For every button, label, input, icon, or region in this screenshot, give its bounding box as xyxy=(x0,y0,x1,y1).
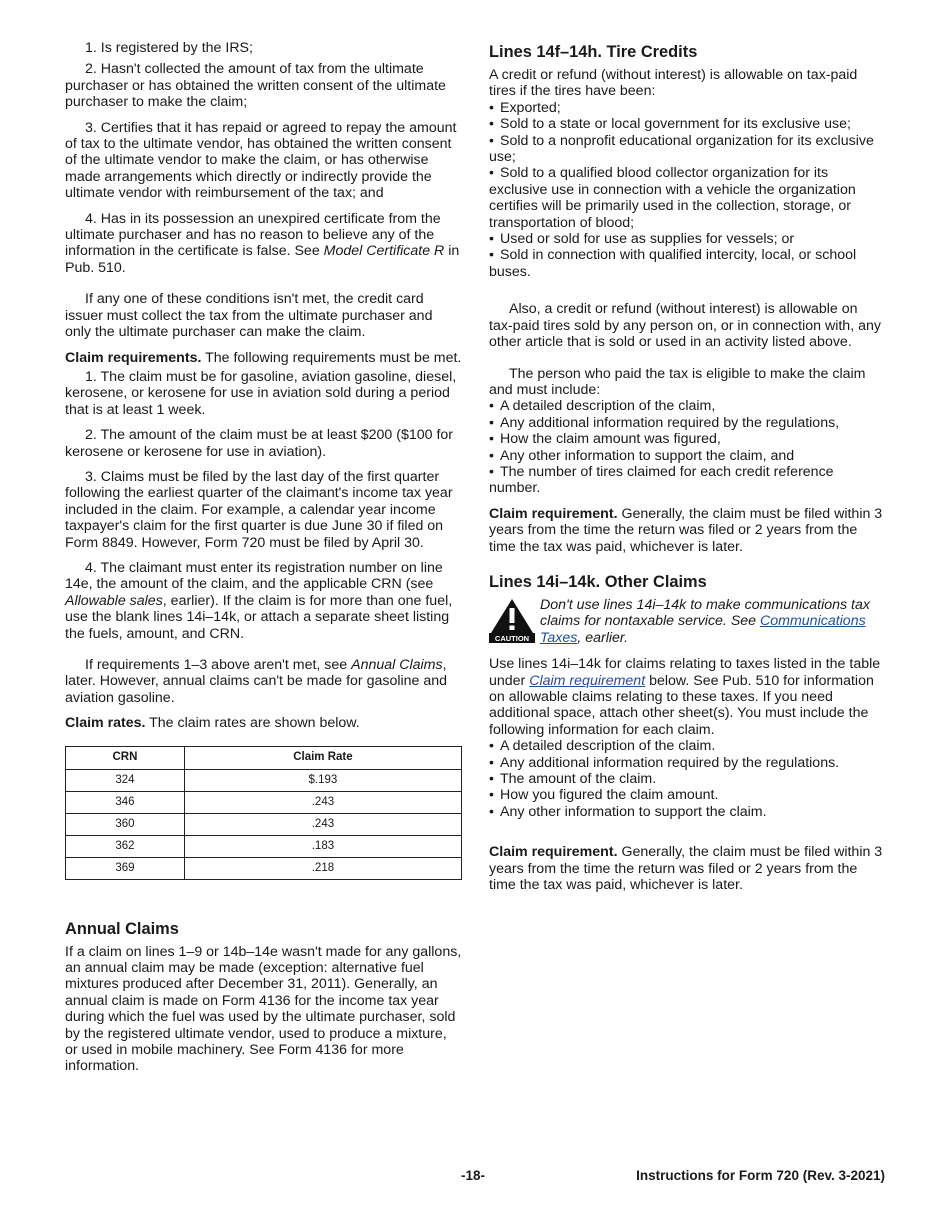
table-cell: 324 xyxy=(66,769,185,791)
list-item: 2. The amount of the claim must be at least $200 ($100 for kerosene or kerosene for use in aviation). xyxy=(65,427,454,460)
list-item: • Used or sold for use as supplies for vessels; or xyxy=(489,231,795,248)
table-header: CRN xyxy=(66,746,185,769)
tire-credits-heading: Lines 14f–14h. Tire Credits xyxy=(489,43,698,61)
list-item: 3. Claims must be filed by the last day of the first quarter following the earliest quarter of the claimant's income tax year included in the claim. For example, a calendar year income taxpayer's claim for the first quarter is due June 30 if filed on Form 8849. However, Form 720 must be filed by April 30. xyxy=(65,468,453,551)
list-item: • How you figured the claim amount. xyxy=(489,787,719,804)
table-header-row xyxy=(66,746,462,769)
list-item: • Any other information to support the claim, and xyxy=(489,447,795,464)
list-item: 1. The claim must be for gasoline, aviation gasoline, diesel, kerosene, or kerosene for use in aviation sold during a period that is at least 1 week. xyxy=(65,368,457,418)
paragraph: If any one of these conditions isn't met, the credit card issuer must collect the tax from the ultimate purchaser and only the ultimate purchaser can make the claim. xyxy=(65,291,433,341)
table-cell: 360 xyxy=(66,813,185,835)
svg-text:CAUTION: CAUTION xyxy=(494,633,530,643)
caution-text: Don't use lines 14i–14k to make communications tax claims for nontaxable service. See Communications Taxes, earlier. xyxy=(540,596,870,646)
caution-note xyxy=(489,597,885,646)
table-cell: .243 xyxy=(184,791,461,813)
paragraph: If a claim on lines 1–9 or 14b–14e wasn't made for any gallons, an annual claim may be made (exception: alternative fuel mixtures produced after December 31, 2011). Generally, an annual claim is made on Form 4136 for the income tax year during which the fuel was used by the ultimate purchaser, sold by the registered ultimate vendor, used to produce a mixture, or used in mobile machinery. See Form 4136 for more information. xyxy=(65,943,462,1075)
list-item: • A detailed description of the claim, xyxy=(489,398,716,415)
list-item: • Exported; xyxy=(489,99,561,116)
annual-claims-heading: Annual Claims xyxy=(65,919,179,938)
person-bullet-list xyxy=(489,398,885,496)
paragraph: Also, a credit or refund (without interest) is allowable on tax-paid tires sold by any person on, or in connection with, any other article that is sold or used in an activity listed above. xyxy=(489,301,881,351)
list-item: • Any other information to support the claim. xyxy=(489,803,767,820)
claim-requirements-para: Claim requirements. The following requirements must be met. xyxy=(65,349,462,366)
table-cell: 369 xyxy=(66,857,185,879)
table-row xyxy=(66,835,462,857)
table-cell: .243 xyxy=(184,813,461,835)
list-item: 3. Certifies that it has repaid or agreed to repay the amount of tax to the ultimate vendor, has obtained the written consent of the ultimate vendor to make the claim, or has otherwise made arrangements which directly or indirectly provide the ultimate vendor with reimbursement of the tax; and xyxy=(65,119,457,202)
list-item: • Sold to a state or local government for its exclusive use; xyxy=(489,116,851,133)
list-item: • Any additional information required by the regulations. xyxy=(489,754,840,771)
right-column xyxy=(489,40,885,902)
caution-icon xyxy=(489,597,535,643)
table-cell: 346 xyxy=(66,791,185,813)
list-item: 1. Is registered by the IRS; xyxy=(85,40,253,56)
paragraph: The person who paid the tax is eligible to make the claim and must include: xyxy=(489,365,866,398)
list-item: • Any additional information required by the regulations, xyxy=(489,414,840,431)
list-item: • Sold in connection with qualified intercity, local, or school buses. xyxy=(489,247,857,280)
list-item: • The number of tires claimed for each credit reference number. xyxy=(489,463,834,497)
claim-rates-para: Claim rates. The claim rates are shown below. xyxy=(65,715,360,732)
claim-requirement-para: Claim requirement. Generally, the claim must be filed within 3 years from the time the return was filed or 2 years from the time the tax was paid, whichever is later. xyxy=(489,505,883,555)
list-item: • A detailed description of the claim. xyxy=(489,738,716,755)
list-item: 2. Hasn't collected the amount of tax from the ultimate purchaser or has obtained the written consent of the ultimate purchaser to make the claim; xyxy=(65,61,446,111)
table-cell: .183 xyxy=(184,835,461,857)
table-row xyxy=(66,857,462,879)
footer-title: Instructions for Form 720 (Rev. 3-2021) xyxy=(636,1168,885,1183)
claim-rates-table xyxy=(65,746,462,880)
list-item: 4. The claimant must enter its registration number on line 14e, the amount of the claim, and the applicable CRN (see Allowable sales, earlier). If the claim is for more than one fuel, use the blank lines 14i–14k, or attach a separate sheet listing the fuels, amount, and CRN. xyxy=(65,559,453,642)
list-item: • How the claim amount was figured, xyxy=(489,431,721,448)
claim-requirement-link[interactable]: Claim requirement xyxy=(529,672,646,689)
list-item: • The amount of the claim. xyxy=(489,771,657,788)
other-bullet-list xyxy=(489,738,885,820)
table-header: Claim Rate xyxy=(184,746,461,769)
list-item: • Sold to a nonprofit educational organization for its exclusive use; xyxy=(489,132,874,166)
other-claims-heading: Lines 14i–14k. Other Claims xyxy=(489,572,707,591)
table-row xyxy=(66,813,462,835)
claim-requirement-para: Claim requirement. Generally, the claim must be filed within 3 years from the time the return was filed or 2 years from the time the tax was paid, whichever is later. xyxy=(489,844,883,894)
left-column xyxy=(65,40,462,1084)
table-cell: $.193 xyxy=(184,769,461,791)
table-row xyxy=(66,791,462,813)
paragraph: If requirements 1–3 above aren't met, see Annual Claims, later. However, annual claims can't be made for gasoline and aviation gasoline. xyxy=(65,657,448,706)
page-number: -18- xyxy=(461,1168,486,1183)
communications-taxes-link[interactable]: Communications Taxes xyxy=(540,613,866,646)
paragraph: Use lines 14i–14k for claims relating to taxes listed in the table under Claim requirement below. See Pub. 510 for information on allowable claims relating to these taxes. If you need additional space, attach other sheet(s). You must include the following information for each claim. xyxy=(489,656,881,738)
tire-bullet-list xyxy=(489,100,885,280)
table-cell: .218 xyxy=(184,857,461,879)
paragraph: A credit or refund (without interest) is allowable on tax-paid tires if the tires have been: xyxy=(489,67,858,100)
table-cell: 362 xyxy=(66,835,185,857)
list-item: 4. Has in its possession an unexpired certificate from the ultimate purchaser and has no reason to believe any of the information in the certificate is false. See Model Certificate R in Pub. 510. xyxy=(65,210,460,276)
list-item: • Sold to a qualified blood collector organization for its exclusive use in connection with a vehicle the organization certifies will be primarily used in the collection, storage, or transportation of blood; xyxy=(489,165,856,231)
table-row xyxy=(66,769,462,791)
